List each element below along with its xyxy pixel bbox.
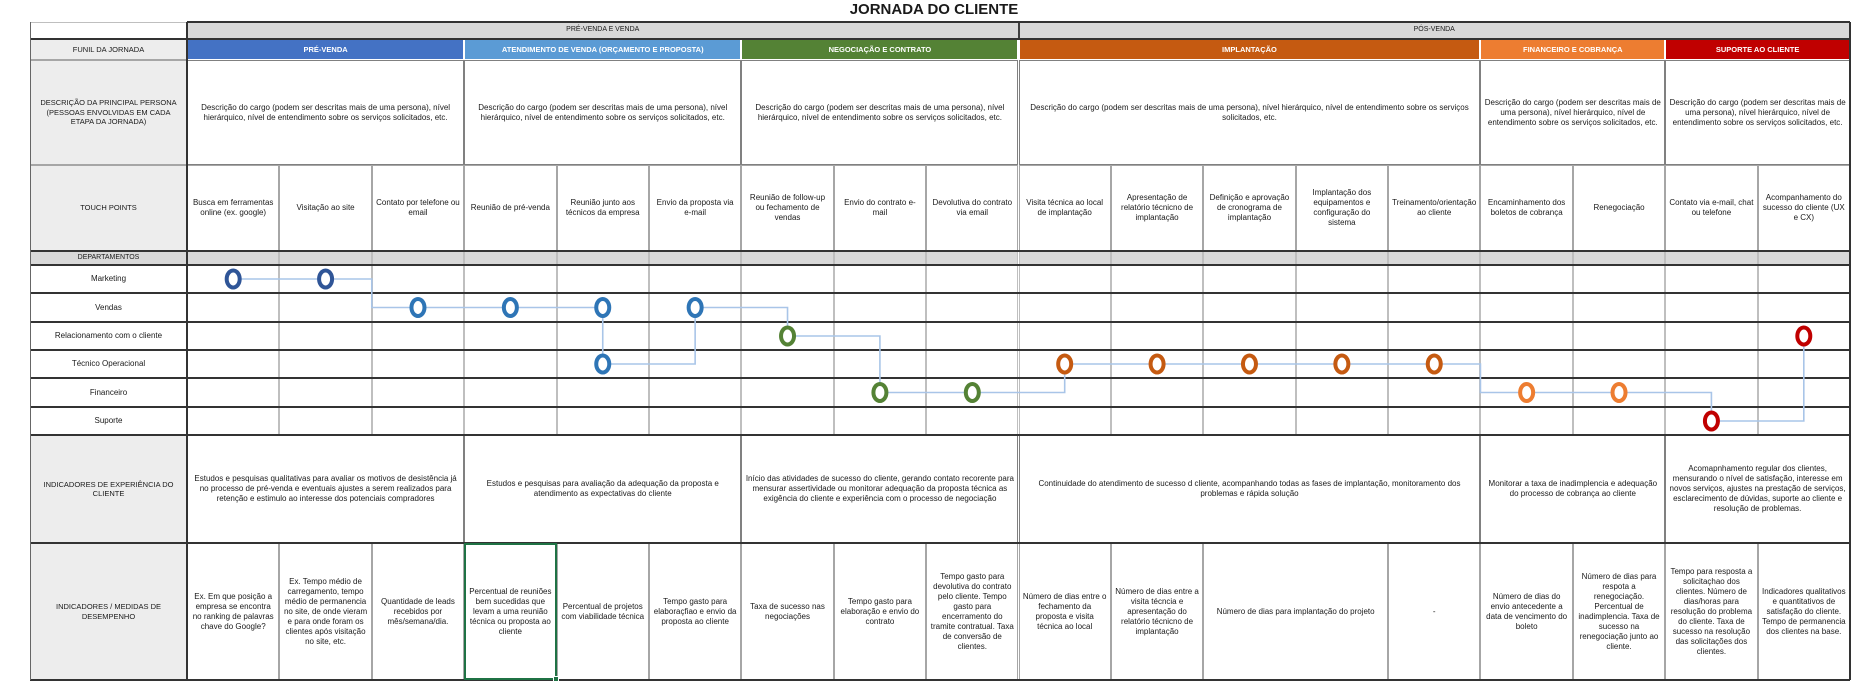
row-label-funil-da-jornada[interactable]: FUNIL DA JORNADA [30, 39, 187, 60]
departamentos-band-cell[interactable] [741, 251, 833, 265]
touchpoint-cell-8[interactable]: Envio do contrato e-mail [834, 165, 926, 251]
dept-grid-cell[interactable] [1296, 350, 1388, 378]
selected-cell-percentual-reunioes[interactable]: Percentual de reuniões bem sucedidas que levam a uma reunião técnica ou proposta ao cliente [464, 543, 556, 680]
dept-grid-cell[interactable] [741, 265, 833, 293]
grid-border-line [30, 264, 1850, 266]
dept-label-marketing[interactable]: Marketing [30, 265, 187, 293]
dept-grid-cell[interactable] [926, 378, 1018, 407]
performance-cell-1[interactable]: Ex. Em que posição a empresa se encontra no ranking de palavras chave do Google? [187, 543, 279, 680]
dept-grid-cell[interactable] [464, 293, 556, 322]
dept-grid-cell[interactable] [557, 322, 649, 350]
performance-cell-17[interactable]: Tempo para resposta a solicitaçhao dos clientes. Número de dias/horas para resolução do problema do cliente. Taxa de sucesso na resolução das solicitações dos clientes. [1665, 543, 1757, 680]
performance-cell-9[interactable]: Tempo gasto para devolutiva do contrato pelo cliente. Tempo gasto para encerramento do tramite contratual. Taxa de conversão de clientes. [926, 543, 1018, 680]
dept-grid-cell[interactable] [741, 350, 833, 378]
grid-border-line [30, 22, 31, 680]
dept-grid-cell[interactable] [741, 322, 833, 350]
dept-grid-cell[interactable] [1388, 265, 1480, 293]
group-header-pos-venda[interactable]: PÓS-VENDA [1019, 22, 1851, 39]
dept-grid-cell[interactable] [741, 378, 833, 407]
dept-grid-cell[interactable] [1758, 407, 1850, 435]
dept-grid-cell[interactable] [372, 407, 464, 435]
dept-grid-cell[interactable] [1388, 293, 1480, 322]
departamentos-band-cell[interactable] [1388, 251, 1480, 265]
departamentos-band-cell[interactable] [372, 251, 464, 265]
dept-grid-cell[interactable] [1480, 350, 1572, 378]
dept-grid-cell[interactable] [834, 322, 926, 350]
grid-border-line [30, 679, 1850, 681]
dept-grid-cell[interactable] [926, 265, 1018, 293]
departamentos-band-cell[interactable] [1296, 251, 1388, 265]
dept-grid-cell[interactable] [649, 407, 741, 435]
dept-grid-cell[interactable] [834, 265, 926, 293]
persona-cell-0[interactable]: Descrição do cargo (podem ser descritas mais de uma persona), nível hierárquico, nível de entendimento sobre os serviços solicitados, etc. [187, 60, 464, 165]
dept-label-t-cnico-operacional[interactable]: Técnico Operacional [30, 350, 187, 378]
dept-grid-cell[interactable] [372, 322, 464, 350]
touchpoint-cell-14[interactable]: Treinamento/orientação ao cliente [1388, 165, 1480, 251]
dept-grid-cell[interactable] [1573, 293, 1665, 322]
dept-grid-cell[interactable] [1480, 293, 1572, 322]
grid-border-line [30, 321, 1850, 323]
dept-grid-cell[interactable] [279, 378, 371, 407]
experience-cell-2[interactable]: Início das atividades de sucesso do cliente, gerando contato recorente para mensurar assertividade ou monitorar adequação da proposta técnica as exigência do cliente e experiência com o processo de negociação [741, 435, 1018, 543]
performance-cell-8[interactable]: Tempo gasto para elaboração e envio do contrato [834, 543, 926, 680]
performance-cell-10[interactable]: Número de dias entre o fechamento da proposta e visita técnica ao local [1019, 543, 1111, 680]
dept-grid-cell[interactable] [187, 350, 279, 378]
departamentos-band-cell[interactable] [557, 251, 649, 265]
dept-grid-cell[interactable] [1019, 378, 1111, 407]
performance-cell-3[interactable]: Quantidade de leads recebidos por mês/semana/dia. [372, 543, 464, 680]
dept-grid-cell[interactable] [1203, 265, 1295, 293]
dept-grid-cell[interactable] [1665, 350, 1757, 378]
touchpoint-cell-1[interactable]: Busca em ferramentas online (ex. google) [187, 165, 279, 251]
dept-grid-cell[interactable] [187, 293, 279, 322]
dept-grid-cell[interactable] [926, 322, 1018, 350]
dept-label-vendas[interactable]: Vendas [30, 293, 187, 322]
dept-grid-cell[interactable] [1203, 322, 1295, 350]
experience-cell-4[interactable]: Monitorar a taxa de inadimplencia e adequação do processo de cobrança ao cliente [1480, 435, 1665, 543]
dept-grid-cell[interactable] [1111, 322, 1203, 350]
dept-grid-cell[interactable] [1665, 265, 1757, 293]
touchpoint-cell-5[interactable]: Reunião junto aos técnicos da empresa [557, 165, 649, 251]
dept-grid-cell[interactable] [1573, 378, 1665, 407]
dept-grid-cell[interactable] [464, 407, 556, 435]
dept-grid-cell[interactable] [1296, 378, 1388, 407]
dept-grid-cell[interactable] [187, 407, 279, 435]
dept-grid-cell[interactable] [279, 322, 371, 350]
departamentos-band-cell[interactable] [1111, 251, 1203, 265]
dept-grid-cell[interactable] [187, 322, 279, 350]
sheet-title: JORNADA DO CLIENTE [849, 1, 1019, 18]
dept-grid-cell[interactable] [1665, 322, 1757, 350]
dept-grid-cell[interactable] [741, 407, 833, 435]
dept-grid-cell[interactable] [372, 265, 464, 293]
dept-grid-cell[interactable] [1573, 265, 1665, 293]
experience-cell-5[interactable]: Acomapnhamento regular dos clientes, mensurando o nível de satisfação, interesse em novos serviços, ajustes na prestação de serviços, esclarecimento de dúvidas, suporte ao cliente e resolução de problemas. [1665, 435, 1850, 543]
dept-grid-cell[interactable] [649, 293, 741, 322]
dept-grid-cell[interactable] [1573, 407, 1665, 435]
grid-border-line [30, 406, 1850, 408]
touchpoint-cell-16[interactable]: Renegociação [1573, 165, 1665, 251]
grid-border-line [187, 21, 1850, 23]
dept-grid-cell[interactable] [1665, 378, 1757, 407]
departamentos-band-cell[interactable] [1203, 251, 1295, 265]
departamentos-band-cell[interactable] [834, 251, 926, 265]
dept-grid-cell[interactable] [1573, 322, 1665, 350]
grid-border-line [30, 542, 1850, 544]
dept-label-financeiro[interactable]: Financeiro [30, 378, 187, 407]
dept-grid-cell[interactable] [1388, 407, 1480, 435]
group-header-pre-venda-e-venda[interactable]: PRÉ-VENDA E VENDA [187, 22, 1019, 39]
dept-grid-cell[interactable] [279, 350, 371, 378]
dept-grid-cell[interactable] [1480, 407, 1572, 435]
touchpoint-cell-12[interactable]: Definição e aprovação de cronograma de implantação [1203, 165, 1295, 251]
departamentos-band-cell[interactable] [926, 251, 1018, 265]
performance-cell-15[interactable]: Número de dias do envio antecedente a data de vencimento do boleto [1480, 543, 1572, 680]
dept-grid-cell[interactable] [1019, 322, 1111, 350]
departamentos-band-cell[interactable] [464, 251, 556, 265]
dept-grid-cell[interactable] [279, 265, 371, 293]
dept-grid-cell[interactable] [1388, 350, 1480, 378]
dept-grid-cell[interactable] [1296, 407, 1388, 435]
dept-grid-cell[interactable] [1388, 378, 1480, 407]
departamentos-band-cell[interactable] [1573, 251, 1665, 265]
dept-grid-cell[interactable] [1111, 350, 1203, 378]
dept-grid-cell[interactable] [1573, 350, 1665, 378]
persona-cell-4[interactable]: Descrição do cargo (podem ser descritas mais de uma persona), nível hierárquico, nível de entendimento sobre os serviços solicitados, etc. [1480, 60, 1665, 165]
dept-grid-cell[interactable] [1296, 265, 1388, 293]
experience-cell-0[interactable]: Estudos e pesquisas qualitativas para avaliar os motivos de desistência já no processo de pré-venda e eventuais ajustes a serem realizados para retenção e estimulo ao interesse dos potenciais compradores [187, 435, 464, 543]
dept-grid-cell[interactable] [1019, 350, 1111, 378]
experience-cell-1[interactable]: Estudos e pesquisas para avaliação da adequação da proposta e atendimento as expectativas do cliente [464, 435, 741, 543]
dept-grid-cell[interactable] [464, 322, 556, 350]
row-label-touch-points[interactable]: TOUCH POINTS [30, 165, 187, 251]
dept-grid-cell[interactable] [926, 407, 1018, 435]
touchpoint-cell-7[interactable]: Reunião de follow-up ou fechamento de vendas [741, 165, 833, 251]
dept-grid-cell[interactable] [187, 378, 279, 407]
touchpoint-cell-17[interactable]: Contato via e-mail, chat ou telefone [1665, 165, 1757, 251]
dept-grid-cell[interactable] [834, 350, 926, 378]
dept-grid-cell[interactable] [1203, 350, 1295, 378]
dept-grid-cell[interactable] [1111, 378, 1203, 407]
phase-header-0[interactable]: PRÉ-VENDA [187, 39, 464, 60]
dept-grid-cell[interactable] [926, 350, 1018, 378]
departamentos-band-cell[interactable] [1758, 251, 1850, 265]
dept-grid-cell[interactable] [649, 350, 741, 378]
touchpoint-cell-11[interactable]: Apresentação de relatório técnicno de implantação [1111, 165, 1203, 251]
grid-border-line [30, 377, 1850, 379]
dept-grid-cell[interactable] [741, 293, 833, 322]
dept-grid-cell[interactable] [187, 265, 279, 293]
group-row-spacer-cell[interactable] [30, 22, 187, 39]
performance-cell-5[interactable]: Percentual de projetos com viabilidade técnica [557, 543, 649, 680]
row-label-indicadores-experiencia[interactable]: INDICADORES DE EXPERIÊNCIA DO CLIENTE [30, 435, 187, 543]
dept-grid-cell[interactable] [372, 378, 464, 407]
dept-grid-cell[interactable] [926, 293, 1018, 322]
row-label-departamentos[interactable]: DEPARTAMENTOS [30, 251, 187, 265]
dept-grid-cell[interactable] [834, 407, 926, 435]
dept-grid-cell[interactable] [1203, 378, 1295, 407]
dept-grid-cell[interactable] [649, 265, 741, 293]
touchpoint-cell-10[interactable]: Visita técnica ao local de implantação [1019, 165, 1111, 251]
grid-border-line [30, 292, 1850, 294]
dept-grid-cell[interactable] [1758, 265, 1850, 293]
performance-cell-11[interactable]: Número de dias entre a visita técncia e apresentação do relatório técnicno de implantação [1111, 543, 1203, 680]
departamentos-band-cell[interactable] [1019, 251, 1111, 265]
dept-grid-cell[interactable] [1019, 293, 1111, 322]
departamentos-band-cell[interactable] [649, 251, 741, 265]
experience-cell-3[interactable]: Continuidade do atendimento de sucesso d cliente, acompanhando todas as fases de implantação, monitoramento dos problemas e rápida solução [1019, 435, 1481, 543]
dept-grid-cell[interactable] [1203, 293, 1295, 322]
performance-cell-6[interactable]: Tempo gasto para elaboraçfiao e envio da proposta ao cliente [649, 543, 741, 680]
touchpoint-cell-3[interactable]: Contato por telefone ou email [372, 165, 464, 251]
performance-cell-7[interactable]: Taxa de sucesso nas negociações [741, 543, 833, 680]
dept-grid-cell[interactable] [557, 350, 649, 378]
dept-grid-cell[interactable] [1665, 293, 1757, 322]
dept-grid-cell[interactable] [649, 378, 741, 407]
persona-cell-5[interactable]: Descrição do cargo (podem ser descritas mais de uma persona), nível hierárquico, nível de entendimento sobre os serviços solicitados, etc. [1665, 60, 1850, 165]
touchpoint-cell-15[interactable]: Encaminhamento dos boletos de cobrança [1480, 165, 1572, 251]
dept-grid-cell[interactable] [464, 378, 556, 407]
phase-header-1[interactable]: ATENDIMENTO DE VENDA (ORÇAMENTO E PROPOSTA) [464, 39, 741, 60]
row-label-indicadores-desempenho[interactable]: INDICADORES / MEDIDAS DE DESEMPENHO [30, 543, 187, 680]
dept-grid-cell[interactable] [279, 407, 371, 435]
dept-grid-cell[interactable] [1758, 350, 1850, 378]
performance-cell-12[interactable]: Número de dias para implantação do projeto [1203, 543, 1388, 680]
dept-grid-cell[interactable] [649, 322, 741, 350]
dept-grid-cell[interactable] [557, 293, 649, 322]
grid-border-line [30, 434, 1850, 436]
phase-header-4[interactable]: FINANCEIRO E COBRANÇA [1480, 39, 1665, 60]
dept-grid-cell[interactable] [1111, 293, 1203, 322]
phase-header-2[interactable]: NEGOCIAÇÃO E CONTRATO [741, 39, 1018, 60]
touchpoint-cell-18[interactable]: Acompanhamento do sucesso do cliente (UX e CX) [1758, 165, 1850, 251]
row-label-descricao-persona[interactable]: DESCRIÇÃO DA PRINCIPAL PERSONA (PESSOAS ENVOLVIDAS EM CADA ETAPA DA JORNADA) [30, 60, 187, 165]
persona-cell-2[interactable]: Descrição do cargo (podem ser descritas mais de uma persona), nível hierárquico, nível de entendimento sobre os serviços solicitados, etc. [741, 60, 1018, 165]
dept-grid-cell[interactable] [1203, 407, 1295, 435]
dept-grid-cell[interactable] [464, 350, 556, 378]
dept-label-relacionamento-com-o-cliente[interactable]: Relacionamento com o cliente [30, 322, 187, 350]
touchpoint-cell-9[interactable]: Devolutiva do contrato via email [926, 165, 1018, 251]
dept-grid-cell[interactable] [557, 407, 649, 435]
dept-grid-cell[interactable] [1111, 407, 1203, 435]
performance-cell-18[interactable]: Indicadores qualitativos e quantitativos de satisfação do cliente. Tempo de permanencia dos clientes na base. [1758, 543, 1850, 680]
dept-grid-cell[interactable] [1019, 407, 1111, 435]
phase-header-3[interactable]: IMPLANTAÇÃO [1019, 39, 1481, 60]
dept-grid-cell[interactable] [1758, 378, 1850, 407]
dept-grid-cell[interactable] [1111, 265, 1203, 293]
dept-grid-cell[interactable] [1019, 265, 1111, 293]
selection-fill-handle[interactable] [553, 676, 559, 682]
dept-grid-cell[interactable] [1388, 322, 1480, 350]
dept-grid-cell[interactable] [834, 378, 926, 407]
grid-border-line [30, 349, 1850, 351]
persona-cell-3[interactable]: Descrição do cargo (podem ser descritas mais de uma persona), nível hierárquico, nível de entendimento sobre os serviços solicitados, etc. [1019, 60, 1481, 165]
performance-cell-16[interactable]: Número de dias para respota a renegociação. Percentual de inadimplencia. Taxa de sucesso na renegociação junto ao cliente. [1573, 543, 1665, 680]
grid-border-line [1849, 22, 1851, 680]
dept-grid-cell[interactable] [1665, 407, 1757, 435]
performance-cell-14[interactable]: - [1388, 543, 1480, 680]
dept-grid-cell[interactable] [557, 265, 649, 293]
dept-grid-cell[interactable] [557, 378, 649, 407]
dept-grid-cell[interactable] [372, 350, 464, 378]
dept-grid-cell[interactable] [1296, 293, 1388, 322]
dept-label-suporte[interactable]: Suporte [30, 407, 187, 435]
grid-border-line [30, 38, 1850, 40]
dept-grid-cell[interactable] [372, 293, 464, 322]
dept-grid-cell[interactable] [279, 293, 371, 322]
dept-grid-cell[interactable] [1480, 322, 1572, 350]
dept-grid-cell[interactable] [464, 265, 556, 293]
performance-cell-2[interactable]: Ex. Tempo médio de carregamento, tempo médio de permanencia no site, de onde vieram e para onde foram os clientes após visitação no site, etc. [279, 543, 371, 680]
departamentos-band-cell[interactable] [279, 251, 371, 265]
departamentos-band-cell[interactable] [187, 251, 279, 265]
persona-cell-1[interactable]: Descrição do cargo (podem ser descritas mais de uma persona), nível hierárquico, nível de entendimento sobre os serviços solicitados, etc. [464, 60, 741, 165]
grid-border-line [186, 22, 188, 680]
grid-border-line [30, 250, 1850, 252]
touchpoint-cell-4[interactable]: Reunião de pré-venda [464, 165, 556, 251]
dept-grid-cell[interactable] [1480, 378, 1572, 407]
touchpoint-cell-2[interactable]: Visitação ao site [279, 165, 371, 251]
dept-grid-cell[interactable] [1480, 265, 1572, 293]
dept-grid-cell[interactable] [1296, 322, 1388, 350]
departamentos-band-cell[interactable] [1480, 251, 1572, 265]
touchpoint-cell-13[interactable]: Implantação dos equipamentos e configuração do sistema [1296, 165, 1388, 251]
departamentos-band-cell[interactable] [1665, 251, 1757, 265]
phase-header-5[interactable]: SUPORTE AO CLIENTE [1665, 39, 1850, 60]
dept-grid-cell[interactable] [1758, 322, 1850, 350]
touchpoint-cell-6[interactable]: Envio da proposta via e-mail [649, 165, 741, 251]
dept-grid-cell[interactable] [834, 293, 926, 322]
dept-grid-cell[interactable] [1758, 293, 1850, 322]
